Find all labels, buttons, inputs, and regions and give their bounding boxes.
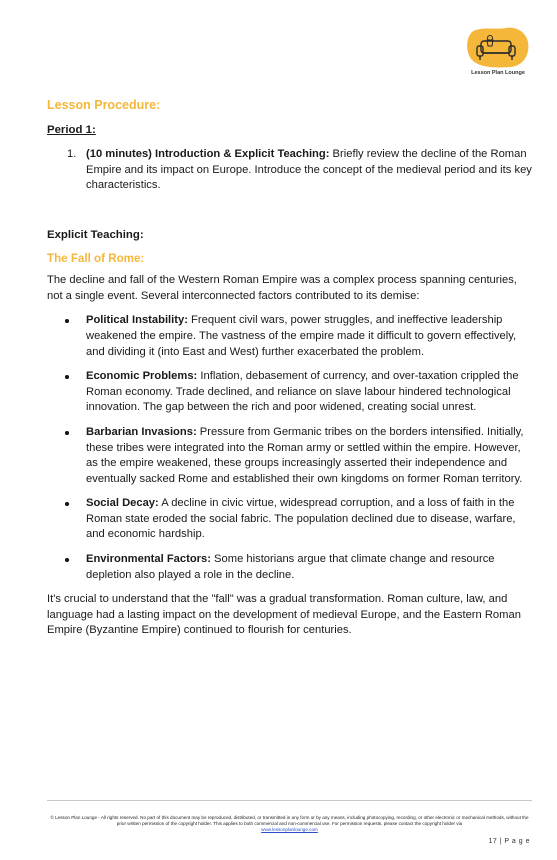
bullet-dot bbox=[65, 319, 69, 323]
bullet-text: Some historians argue that climate change and resource depletion also played a role in the decline. bbox=[86, 553, 495, 581]
couch-logo-icon bbox=[466, 26, 530, 70]
bullet-label: Political Instability: bbox=[86, 314, 188, 327]
bullet-dot bbox=[65, 558, 69, 562]
bullet-dot bbox=[65, 431, 69, 435]
page-content bbox=[47, 98, 532, 639]
bullet-text: Inflation, debasement of currency, and over-taxation crippled the Roman economy. Trade declined, and reliance on slave labour hindered technological innovation. The gap between the rich and poor widened, creating social unrest. bbox=[86, 370, 519, 414]
bullet-political bbox=[47, 313, 532, 360]
item-text: Briefly review the decline of the Roman Empire and its impact on Europe. Introduce the concept of the medieval period and its key characteristics. bbox=[86, 148, 532, 192]
bullet-text: Pressure from Germanic tribes on the borders intensified. Initially, these tribes were integrated into the Roman army or settled within the empire. However, as the empire weakened, these groups increasingly asserted their independence and eventually sacked Rome and established their own kingdoms on former Roman territory. bbox=[86, 425, 524, 485]
numbered-list-item bbox=[47, 147, 532, 194]
closing-paragraph: It's crucial to understand that the "fall" was a gradual transformation. Roman culture, law, and language had a lasting impact on the development of medieval Europe, and the Eastern Roman Empire (Byzantine Empire) continued to flourish for centuries. bbox=[47, 593, 521, 637]
list-number: 1. bbox=[67, 148, 77, 161]
bullet-text: Frequent civil wars, power struggles, and ineffective leadership weakened the empire. The vastness of the empire made it difficult to govern effectively, and dividing it (into East and West) further exacerbated the problem. bbox=[86, 314, 517, 358]
bullet-label: Economic Problems: bbox=[86, 370, 198, 383]
bullet-dot bbox=[65, 502, 69, 506]
logo-text: Lesson Plan Lounge bbox=[471, 70, 525, 76]
bullet-dot bbox=[65, 375, 69, 379]
bullet-environmental bbox=[47, 552, 532, 583]
logo bbox=[466, 26, 530, 82]
bullet-economic bbox=[47, 369, 532, 416]
fall-of-rome-heading: The Fall of Rome: bbox=[47, 251, 145, 265]
explicit-teaching-heading: Explicit Teaching: bbox=[47, 228, 144, 241]
footer-divider bbox=[47, 800, 532, 801]
bullet-text: A decline in civic virtue, widespread corruption, and a loss of faith in the Roman state eroded the social fabric. The population declined due to disease, warfare, and economic hardship. bbox=[86, 497, 516, 541]
item-bold-label: (10 minutes) Introduction & Explicit Teaching: bbox=[86, 148, 330, 161]
bullet-barbarian bbox=[47, 425, 532, 487]
footer-text: © Lesson Plan Lounge - All rights reserved. No part of this document may be reproduced, distributed, or transmitted in any form or by any means, including photocopying, recording, or other electronic or mechanical methods, without the prior written permission of the copyright holder. This applies to both commercial and non-commercial use. For permission requests, please contact the copyright holder via bbox=[50, 815, 529, 827]
page-number: 17 | P a g e bbox=[488, 838, 530, 845]
footer-copyright bbox=[47, 815, 532, 834]
bullet-label: Environmental Factors: bbox=[86, 553, 211, 566]
intro-paragraph: The decline and fall of the Western Roman Empire was a complex process spanning centuries, not a single event. Several interconnected factors contributed to its demise: bbox=[47, 274, 517, 302]
footer-link[interactable]: www.lessonplanlounge.com bbox=[261, 827, 318, 833]
bullet-social bbox=[47, 496, 532, 543]
bullet-label: Barbarian Invasions: bbox=[86, 425, 197, 438]
bullet-label: Social Decay: bbox=[86, 497, 159, 510]
period-heading: Period 1: bbox=[47, 123, 96, 136]
lesson-procedure-heading: Lesson Procedure: bbox=[47, 98, 161, 112]
